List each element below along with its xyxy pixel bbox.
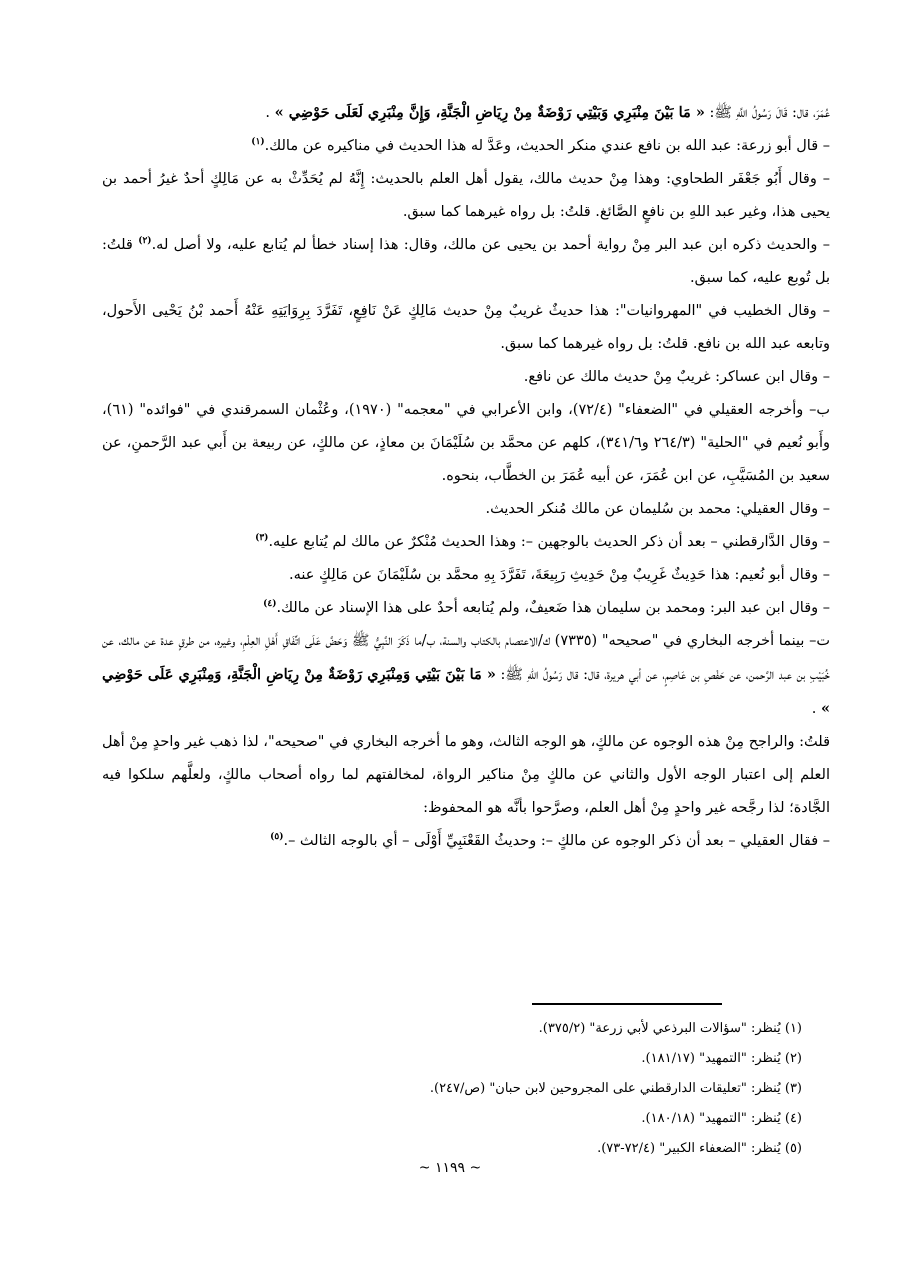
paragraph-text: – وقال الخطيب في "المهروانيات": هذا حديثٌ غريبٌ مِنْ حديث مَالِكٍ عَنْ نَافِعٍ، تَفَرَّدَ بِرِوَايَتِهِ عَنْهُ أَحمد بْنُ يَحْيى الأَحول، وتابعه عبد الله بن نافع. قلتُ: بل رواه غيرهما كما سبق. — [102, 303, 830, 352]
punctuation: . — [265, 105, 270, 121]
paragraph-text: قلتُ: بل تُوبع عليه، كما سبق. — [102, 237, 830, 286]
hadith-quote: « مَا بَيْنَ مِنْبَرِي وَبَيْتِي رَوْضَةٌ مِنْ رِيَاضِ الْجَنَّةِ، وَإِنَّ مِنْبَرِي لَعَلَى حَوْضِي » — [274, 104, 705, 121]
paragraph-text: – وقال ابن عساكر: غريبٌ مِنْ حديث مالك عن نافع. — [523, 369, 830, 385]
paragraph — [102, 96, 830, 130]
paragraph — [102, 130, 830, 163]
footnote-separator — [532, 1003, 722, 1005]
paragraph — [102, 526, 830, 559]
paragraph-text: – وقال ابن عبد البر: ومحمد بن سليمان هذا ضَعيفٌ، ولم يُتابعه أحدٌ على هذا الإسناد عن مالك. — [276, 600, 830, 616]
paragraph — [102, 163, 830, 229]
page-number: ~ ١١٩٩ ~ — [418, 1160, 482, 1176]
paragraph — [102, 493, 830, 526]
footnote: (٢) يُنظر: "التمهيد" (١٨١/١٧). — [641, 1051, 802, 1066]
paragraph-text: – قال أبو زرعة: عبد الله بن نافع عندي منكر الحديث، وعَدَّ له هذا الحديث في مناكيره عن مالك. — [264, 138, 830, 154]
footnote: (١) يُنظر: "سؤالات البرذعي لأبي زرعة" (٣٧٥/٢). — [538, 1021, 802, 1036]
paragraph — [102, 295, 830, 361]
paragraph-text: – فقال العقيلي – بعد أن ذكر الوجوه عن مالكٍ –: وحديثُ القَعْنَبِيِّ أَوْلَى – أي بالوجه الثالث –. — [283, 833, 830, 849]
footnote-ref: (١) — [251, 137, 265, 148]
paragraph — [102, 592, 830, 625]
paragraph — [102, 825, 830, 858]
footnotes — [102, 1014, 802, 1164]
paragraph-text: – وقال الدَّارقطني – بعد أن ذكر الحديث بالوجهين –: وهذا الحديث مُنْكرٌ عن مالك لم يُتابع عليه. — [268, 534, 830, 550]
paragraph-text: – وقال أَبُو جَعْفَر الطحاوي: وهذا مِنْ حديث مالك، يقول أهل العلم بالحديث: إِنَّهُ لم يُحَدِّثْ به عن مَالِكٍ أحدٌ غيرُ أحمد بن يحيى هذا، وغير عبد اللهِ بن نافعٍ الصَّائغ. قلتُ: بل رواه غيرهما كما سبق. — [102, 171, 830, 220]
paragraph — [102, 625, 830, 726]
footnote: (٤) يُنظر: "التمهيد" (١٨٠/١٨). — [641, 1111, 802, 1126]
paragraph — [102, 229, 830, 295]
punctuation: . — [811, 701, 817, 717]
paragraph — [102, 726, 830, 825]
paragraph-text: – والحديث ذكره ابن عبد البر مِنْ رواية أحمد بن يحيى عن مالك، وقال: هذا إسناد خطأ لم يُتابع عليه، ولا أصل له. — [151, 237, 830, 253]
footnote-ref: (٤) — [263, 599, 277, 610]
hadith-quote: « مَا بَيْنَ بَيْتِي وَمِنْبَرِي رَوْضَةٌ مِنْ رِيَاضِ الْجَنَّةِ، وَمِنْبَرِي عَلَى حَوْضِي » — [102, 666, 830, 717]
footnote: (٣) يُنظر: "تعليقات الدارقطني على المجروحين لابن حبان" (ص/٢٤٧). — [429, 1081, 802, 1096]
paragraph-text: قلتُ: والراجح مِنْ هذه الوجوه عن مالكٍ، هو الوجه الثالث، وهو ما أخرجه البخاري في "صحيحه"، لذا ذهب غير واحدٍ مِنْ أهل العلم إلى اعتبار الوجه الأول والثاني عن مالكٍ مِنْ مناكير الرواة، لمخالفتهم لما رواه أصحاب مالكٍ، ولعلَّهم سلكوا فيه الجَّادة؛ لذا رجَّحه غير واحدٍ مِنْ أهل العلم، وصرَّحوا بأنَّه هو المحفوظ: — [102, 734, 830, 816]
footnote-ref: (٣) — [255, 533, 269, 544]
paragraph-text: – وقال أبو نُعيم: هذا حَدِيثٌ غَرِيبٌ مِنْ حَدِيثِ رَبِيعَةَ، تَفَرَّدَ بِهِ محمَّد بن سُلَيْمَانَ عن مَالِكٍ عنه. — [288, 567, 830, 583]
paragraph — [102, 559, 830, 592]
footnote-ref: (٥) — [270, 832, 284, 843]
main-text — [102, 96, 830, 858]
footnote: (٥) يُنظر: "الضعفاء الكبير" (٧٢/٤-٧٣). — [597, 1141, 802, 1156]
paragraph — [102, 394, 830, 493]
paragraph-text: ب– وأخرجه العقيلي في "الضعفاء" (٧٢/٤)، وابن الأعرابي في "معجمه" (١٩٧٠)، وعُثْمان السمرقندي في "فوائده" (٦١)، وأَبو نُعيم في "الحلية" (٢٦٤/٣ و٣٤١/٦)، كلهم عن محمَّد بن سُلَيْمَانَ بن معاذٍ، عن مالكٍ، عن ربيعة بن أَبي عبد الرَّحمنِ، عن سعيد بن المُسَيَّبِ، عن ابن عُمَرَ، عن أبيه عُمَرَ بن الخطَّاب، بنحوه. — [102, 402, 830, 484]
footnote-ref: (٢) — [138, 236, 152, 247]
text-lead: عُمَرَ، قال: قَالَ رَسُولُ اللَّهِ ﷺ: — [709, 105, 830, 121]
paragraph-text: – وقال العقيلي: محمد بن سُليمان عن مالك مُنكر الحديث. — [485, 501, 830, 517]
paragraph-text: ت– بينما أخرجه البخاري في "صحيحه" (٧٣٣٥) ك/الاعتصام بالكتاب والسنة، ب/ما ذَكَرَ النَّبِيُّ ﷺ وَحَضَّ عَلَى اتِّفَاقِ أَهْلِ العِلْمِ، وغيره، من طرقٍ عدة عن مالك، عن خُبَيْبِ بن عبد الرَّحمن، عن حَفْصِ بن عَاصِمٍ، عن أبي هريرة، قال: قال رَسُولُ اللهِ ﷺ: — [102, 633, 830, 683]
paragraph — [102, 361, 830, 394]
